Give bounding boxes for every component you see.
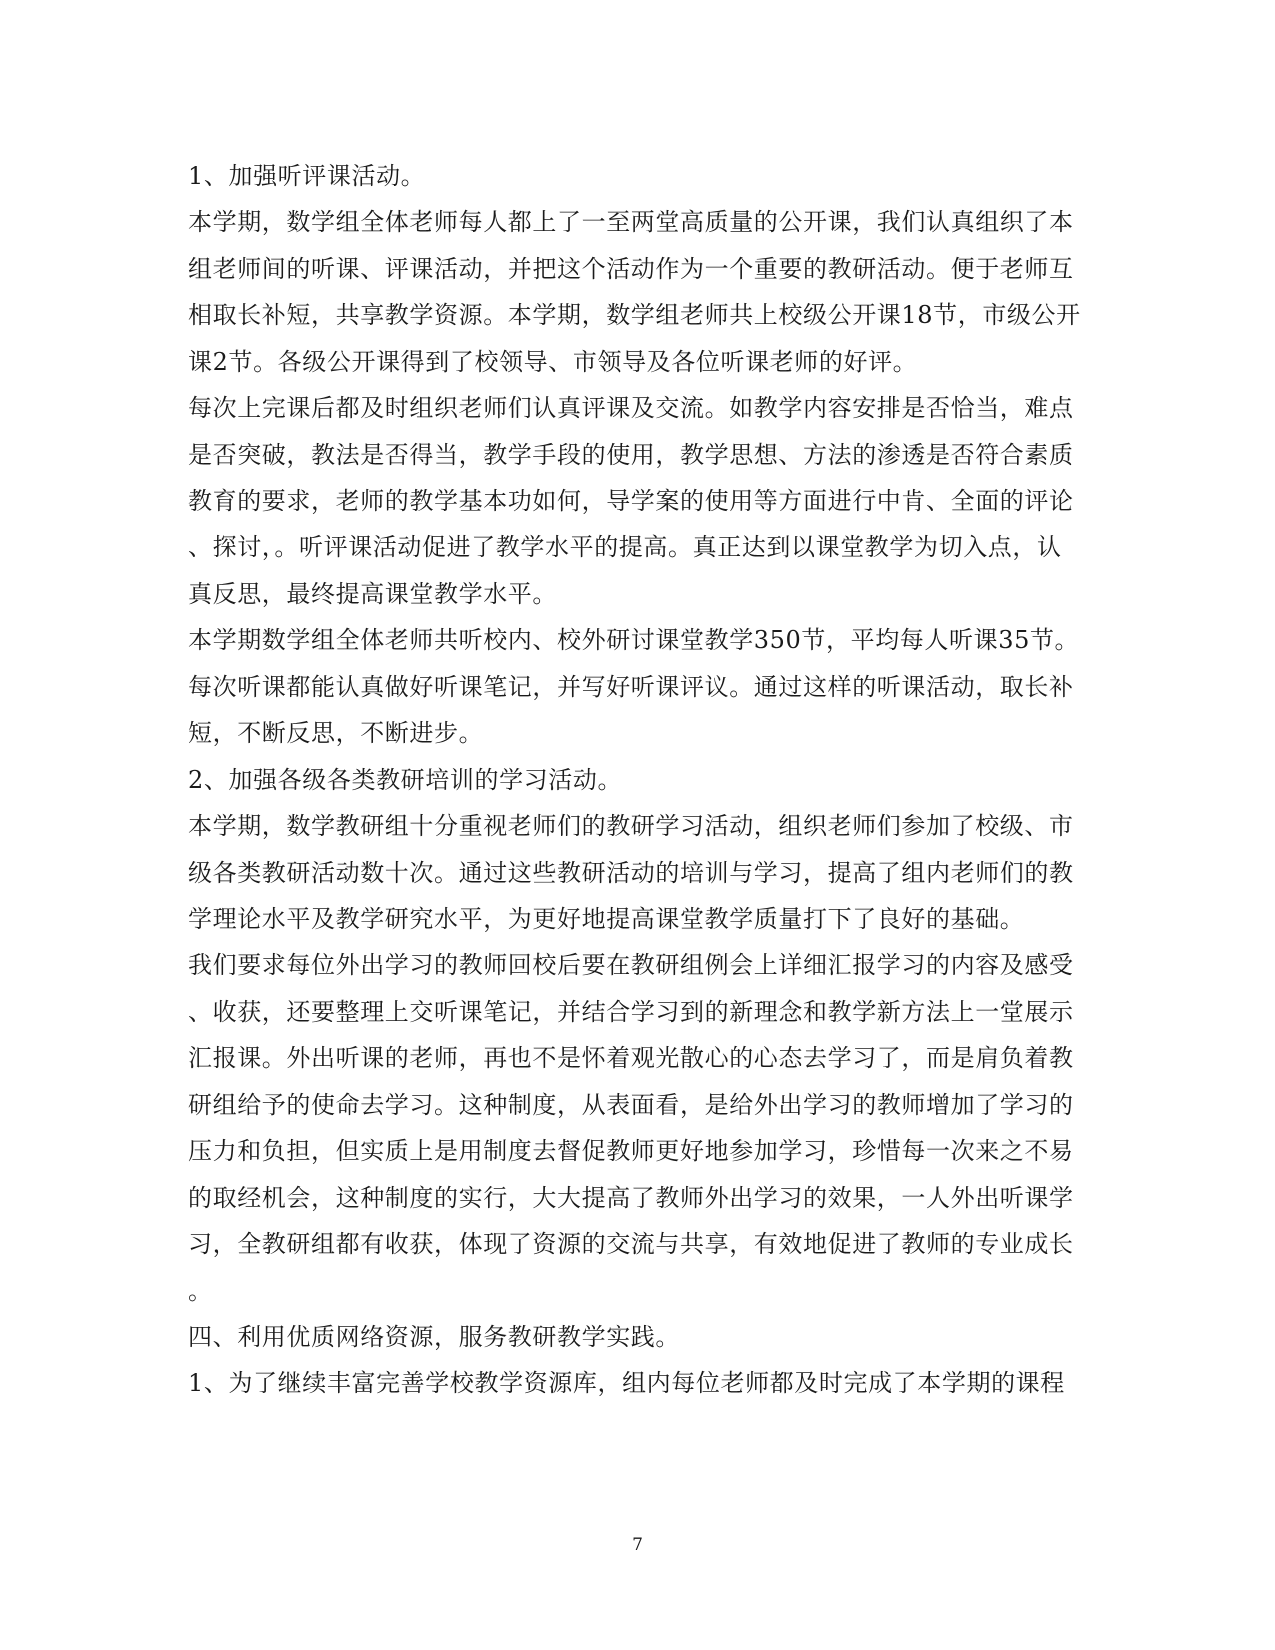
text-line: 四、利用优质网络资源，服务教研教学实践。: [188, 1323, 680, 1351]
text-line: 研组给予的使命去学习。这种制度，从表面看，是给外出学习的教师增加了学习的: [188, 1091, 1074, 1119]
text-line: 、探讨，。听评课活动促进了教学水平的提高。真正达到以课堂教学为切入点，认: [188, 533, 1062, 561]
text-line: 汇报课。外出听课的老师，再也不是怀着观光散心的心态去学习了，而是肩负着教: [188, 1044, 1074, 1072]
text-line: 课2节。各级公开课得到了校领导、市领导及各位听课老师的好评。: [188, 348, 918, 376]
page-number: 7: [632, 1535, 643, 1555]
text-line: 1、加强听评课活动。: [188, 162, 426, 190]
text-line: 本学期，数学组全体老师每人都上了一至两堂高质量的公开课，我们认真组织了本: [188, 208, 1074, 236]
text-line: 相取长补短，共享教学资源。本学期，数学组老师共上校级公开课18节，市级公开: [188, 301, 1081, 329]
text-line: 每次上完课后都及时组织老师们认真评课及交流。如教学内容安排是否恰当，难点: [188, 394, 1074, 422]
text-line: 。: [188, 1277, 213, 1305]
text-line: 短，不断反思，不断进步。: [188, 719, 484, 747]
text-line: 真反思，最终提高课堂教学水平。: [188, 580, 557, 608]
text-line: 2、加强各级各类教研培训的学习活动。: [188, 766, 623, 794]
text-line: 本学期数学组全体老师共听校内、校外研讨课堂教学350节，平均每人听课35节。: [188, 626, 1080, 654]
text-line: 是否突破，教法是否得当，教学手段的使用，教学思想、方法的渗透是否符合素质: [188, 441, 1074, 469]
text-line: 组老师间的听课、评课活动，并把这个活动作为一个重要的教研活动。便于老师互: [188, 255, 1074, 283]
text-line: 1、为了继续丰富完善学校教学资源库，组内每位老师都及时完成了本学期的课程: [188, 1369, 1065, 1397]
text-line: 的取经机会，这种制度的实行，大大提高了教师外出学习的效果，一人外出听课学: [188, 1184, 1074, 1212]
text-line: 我们要求每位外出学习的教师回校后要在教研组例会上详细汇报学习的内容及感受: [188, 951, 1074, 979]
text-line: 每次听课都能认真做好听课笔记，并写好听课评议。通过这样的听课活动，取长补: [188, 673, 1074, 701]
text-line: 习，全教研组都有收获，体现了资源的交流与共享，有效地促进了教师的专业成长: [188, 1230, 1074, 1258]
text-line: 学理论水平及教学研究水平，为更好地提高课堂教学质量打下了良好的基础。: [188, 905, 1025, 933]
text-line: 压力和负担，但实质上是用制度去督促教师更好地参加学习，珍惜每一次来之不易: [188, 1137, 1074, 1165]
text-line: 教育的要求，老师的教学基本功如何，导学案的使用等方面进行中肯、全面的评论: [188, 487, 1074, 515]
text-line: 、收获，还要整理上交听课笔记，并结合学习到的新理念和教学新方法上一堂展示: [188, 998, 1074, 1026]
text-line: 级各类教研活动数十次。通过这些教研活动的培训与学习，提高了组内老师们的教: [188, 859, 1074, 887]
text-line: 本学期，数学教研组十分重视老师们的教研学习活动，组织老师们参加了校级、市: [188, 812, 1074, 840]
